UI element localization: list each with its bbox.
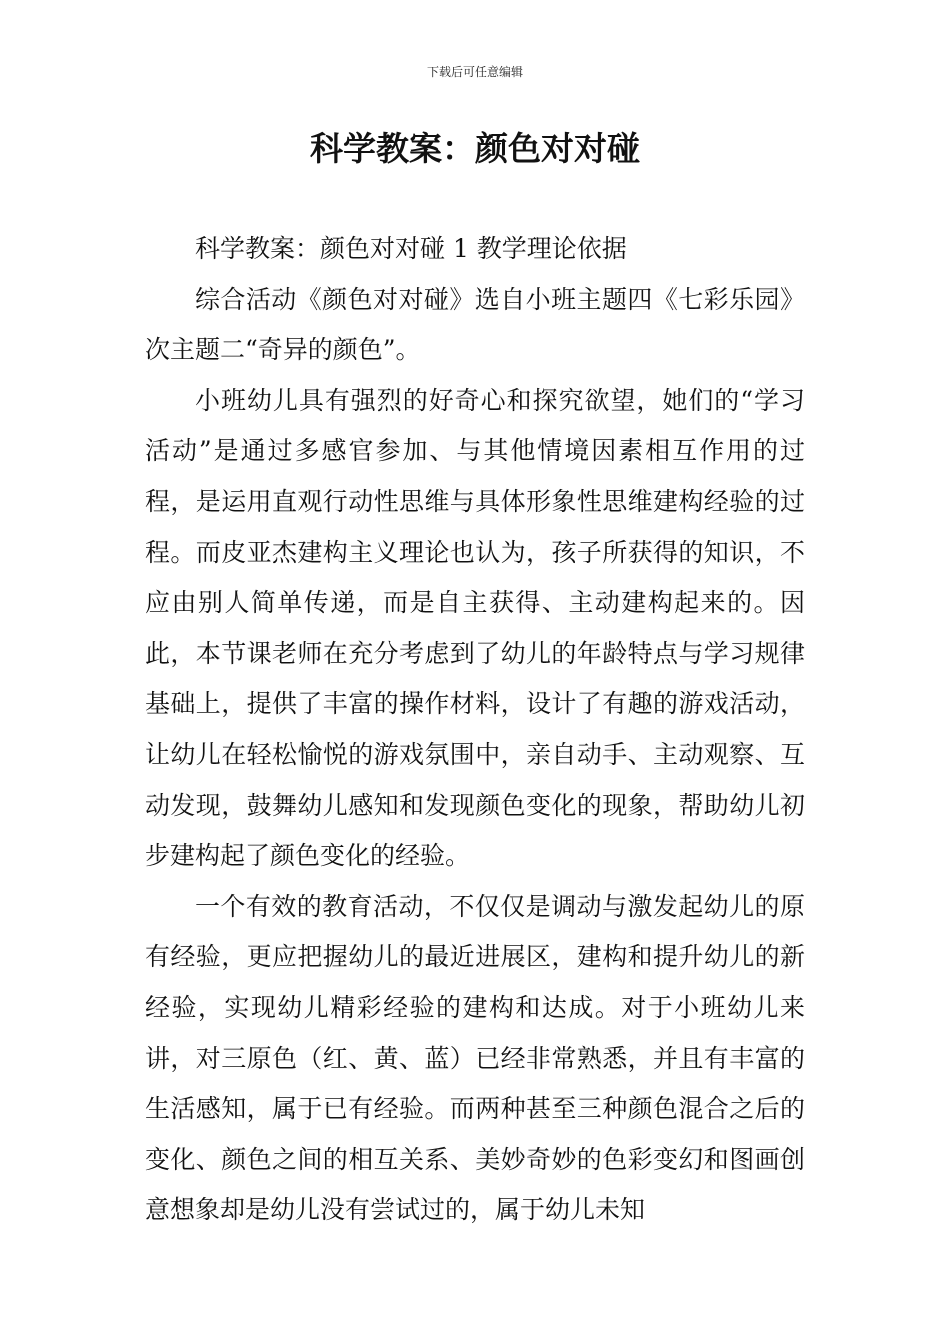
header-note: 下载后可任意编辑 (426, 65, 523, 79)
paragraph-subheading: 科学教案：颜色对对碰 1 教学理论依据 (195, 234, 627, 263)
document-title: 科学教案：颜色对对碰 (310, 129, 640, 168)
paragraph: 小班幼儿具有强烈的好奇心和探究欲望，她们的“学习活动”是通过多感官参加、与其他情境因素相互作用的过程，是运用直观行动性思维与具体形象性思维建构经验的过程。而皮亚杰建构主义理论也认为，孩子所获得的知识，不应由别人简单传递，而是自主获得、主动建构起来的。因此，本节课老师在充分考虑到了幼儿的年龄特点与学习规律基础上，提供了丰富的操作材料，设计了有趣的游戏活动，让幼儿在轻松愉悦的游戏氛围中，亲自动手、主动观察、互动发现，鼓舞幼儿感知和发现颜色变化的现象，帮助幼儿初步建构起了颜色变化的经验。 (145, 385, 805, 871)
document-body (145, 224, 805, 1236)
paragraph: 综合活动《颜色对对碰》选自小班主题四《七彩乐园》次主题二“奇异的颜色”。 (145, 284, 805, 365)
paragraph: 一个有效的教育活动，不仅仅是调动与激发起幼儿的原有经验，更应把握幼儿的最近进展区，建构和提升幼儿的新经验，实现幼儿精彩经验的建构和达成。对于小班幼儿来讲，对三原色（红、黄、蓝）已经非常熟悉，并且有丰富的生活感知，属于已有经验。而两种甚至三种颜色混合之后的变化、颜色之间的相互关系、美妙奇妙的色彩变幻和图画创意想象却是幼儿没有尝试过的，属于幼儿未知 (145, 891, 805, 1225)
